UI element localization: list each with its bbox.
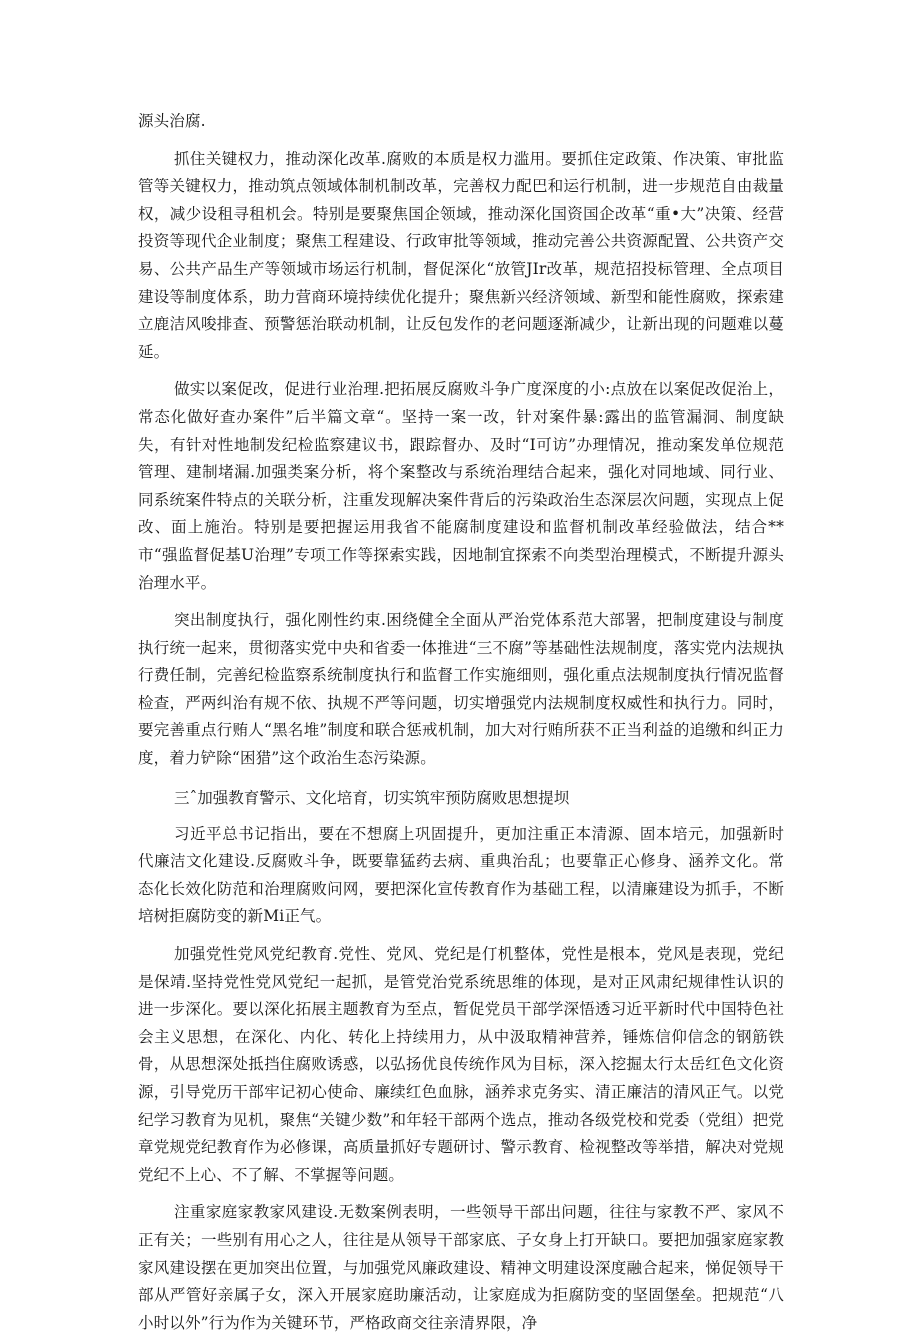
section-heading: 三ˆ加强教育警示、文化培育，切实筑牢预防腐败思想提坝	[174, 788, 570, 807]
document-page	[138, 108, 784, 1337]
paragraph-xi-quote: 习近平总书记指出，要在不想腐上巩固提升，更加注重正本清源、固本培元，加强新时代廉洁文化建设.反腐败斗争，既要靠猛药去病、重典治乱；也要靠正心修身、涵养文化。常态化长效化防范和治理腐败问网，要把深化宣传教育作为基础工程，以清廉建设为抓手，不断培树拒腐防变的新Mi正气。	[138, 824, 784, 926]
paragraph-case-reform: 做实以案促改，促进行业治理.把拓展反腐败斗争广度深度的小:点放在以案促改促治上，常态化做好查办案件”后半篇文章“。坚持一案一改，针对案件暴:露出的监管漏洞、制度缺失，有针对性地制发纪检监察建议书，跟踪督办、及时“I可访”办理情况，推动案发单位规范管理、建制堵漏.加强类案分析，将个案整改与系统治理结合起来，强化对同地域、同行业、同系统案件特点的关联分析，注重发现解决案件背后的污染政治生态深层次问题，实现点上促改、面上施治。特别是要把握运用我省不能腐制度建设和监督机制改革经验做法，结合**市“强监督促基U治理”专项工作等探索实践，因地制宜探索不向类型治理模式，不断提升源头治理水平。	[138, 380, 784, 592]
paragraph-key-power: 抓住关键权力，推动深化改革.腐败的本质是权力滥用。要抓住定政策、作决策、审批监管等关键权力，推动筑点领域体制机制改革，完善权力配巴和运行机制，进一步规范自由裁量权，减少设租寻租机会。特别是要聚焦国企领域，推动深化国资国企改革“重•大”决策、经营投资等现代企业制度；聚焦工程建设、行政审批等领域，推动完善公共资源配置、公共资产交易、公共产品生产等领域市场运行机制，督促深化“放管JIr改革，规范招投标管理、全点项目建设等制度体系，助力营商环境持续优化提升；聚焦新兴经济领域、新型和能性腐败，探索建立鹿洁风唆排查、预警惩治联动机制，让反包发作的老问题逐渐减少，让新出现的问题难以蔓延。	[138, 149, 784, 361]
paragraph-system-execution: 突出制度执行，强化刚性约束.困绕健全全面从严治党体系范大部署，把制度建设与制度执行统一起来，贯彻落实党中央和省委一体推进“三不腐”等基础性法规制度，落实党内法规执行费任制，完善纪检监察系统制度执行和监督工作实施细则，强化重点法规制度执行情况监督检查，严两纠治有规不依、执规不严等问题，切实增强党内法规制度权威性和执行力。同时，要完善重点行贿人“黑名堆”制度和联合惩戒机制，加大对行贿所获不正当利益的追缴和纠正力度，着力铲除“困猎”这个政治生态污染源。	[138, 611, 784, 768]
paragraph-party-discipline: 加强党性党风党纪教育.党性、党风、党纪是仃机整体，党性是根本，党风是表现，党纪是保靖.坚持党性党风党纪一起抓，是管党治党系统思维的体现，是对正风肃纪规律性认识的进一步深化。要以深化拓展主题教育为至点，暂促党员干部学深悟透习近平新时代中国特色社会主义思想，在深化、内化、转化上持续用力，从中汲取精神营养，锤炼信仰信念的钢筋铁骨，从思想深处抵挡住腐败诱惑，以弘扬优良传统作风为目标，深入挖掘太行太岳红色文化资源，引导党历干部牢记初心使命、廉续红色血脉，涵养求克务实、清正廉洁的清风正气。以党纪学习教育为见机，聚焦“关键少数”和年轻干部两个选点，推动各级党校和党委（党组）把党章党规党纪教育作为必修课，高质量抓好专题研讨、警示教育、检视整改等举措，解决对党规党纪不上心、不了解、不掌握等问题。	[138, 945, 784, 1184]
paragraph-family-style: 注重家庭家教家风建设.无数案例表明，一些领导干部出问题，往往与家教不严、家风不正有关；一些别有用心之人，往往是从领导干部家底、子女身上打开缺口。要把加强家庭家教家风建设摆在更加突出位置，与加强党风廉政建设、精神文明建设深度融合起来，悌促领导干部从严管好亲属子女，深入开展家庭助廉活动，让家庭成为拒腐防变的坚固堡垒。把规范“八小时以外”行为作为关键环节，严格政商交往亲清界限，净	[138, 1203, 784, 1332]
paragraph-intro: 源头治腐.	[138, 112, 206, 130]
